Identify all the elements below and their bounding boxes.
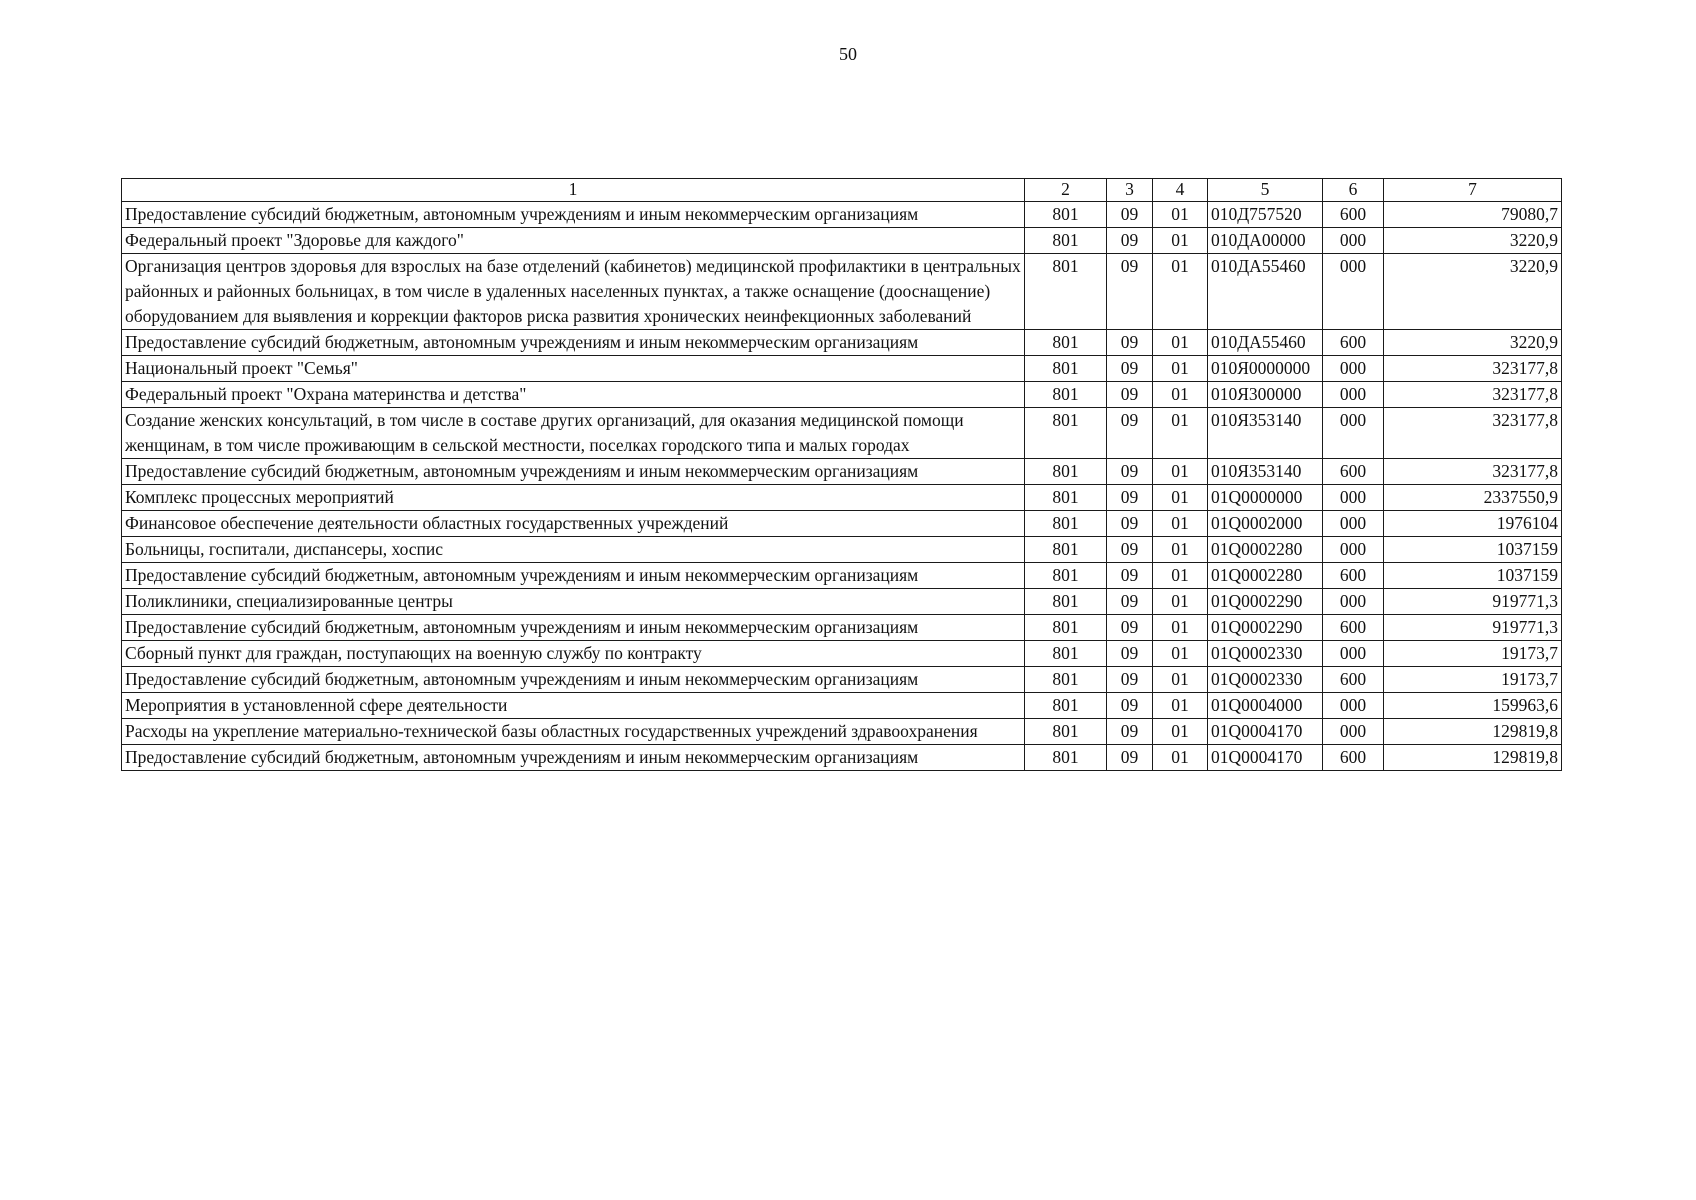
section-cell: 09 [1107,356,1153,382]
row-name-cell: Поликлиники, специализированные центры [122,589,1025,615]
target-item-cell: 010Я0000000 [1208,356,1323,382]
subsection-cell: 01 [1153,511,1208,537]
expense-type-cell: 000 [1323,589,1384,615]
target-item-cell: 01Q0002330 [1208,641,1323,667]
expense-type-cell: 000 [1323,693,1384,719]
subsection-cell: 01 [1153,641,1208,667]
ministry-code-cell: 801 [1025,693,1107,719]
amount-cell: 79080,7 [1384,202,1562,228]
table-row [122,485,1562,511]
table-row [122,537,1562,563]
column-header: 2 [1025,179,1107,202]
table-row [122,745,1562,771]
section-cell: 09 [1107,408,1153,459]
expense-type-cell: 600 [1323,745,1384,771]
expense-type-cell: 600 [1323,563,1384,589]
target-item-cell: 01Q0002280 [1208,563,1323,589]
ministry-code-cell: 801 [1025,537,1107,563]
ministry-code-cell: 801 [1025,356,1107,382]
subsection-cell: 01 [1153,719,1208,745]
subsection-cell: 01 [1153,459,1208,485]
target-item-cell: 01Q0002280 [1208,537,1323,563]
column-header: 4 [1153,179,1208,202]
row-name-cell: Организация центров здоровья для взрослых на базе отделений (кабинетов) медицинской профилактики в центральных районных и районных больницах, в том числе в удаленных населенных пунктах, а также оснащение (дооснащение) оборудованием для выявления и коррекции факторов риска развития хронических неинфекционных заболеваний [122,254,1025,330]
amount-cell: 323177,8 [1384,459,1562,485]
subsection-cell: 01 [1153,615,1208,641]
amount-cell: 3220,9 [1384,330,1562,356]
page-number: 50 [839,44,857,64]
section-cell: 09 [1107,382,1153,408]
subsection-cell: 01 [1153,563,1208,589]
expense-type-cell: 600 [1323,615,1384,641]
section-cell: 09 [1107,641,1153,667]
section-cell: 09 [1107,254,1153,330]
subsection-cell: 01 [1153,382,1208,408]
target-item-cell: 010Я300000 [1208,382,1323,408]
row-name-cell: Больницы, госпитали, диспансеры, хоспис [122,537,1025,563]
ministry-code-cell: 801 [1025,202,1107,228]
budget-table [121,178,1562,771]
ministry-code-cell: 801 [1025,641,1107,667]
row-name-cell: Федеральный проект "Охрана материнства и детства" [122,382,1025,408]
amount-cell: 159963,6 [1384,693,1562,719]
table-row [122,589,1562,615]
column-header: 5 [1208,179,1323,202]
ministry-code-cell: 801 [1025,459,1107,485]
column-header: 7 [1384,179,1562,202]
expense-type-cell: 600 [1323,330,1384,356]
table-row [122,459,1562,485]
subsection-cell: 01 [1153,693,1208,719]
target-item-cell: 010ДА00000 [1208,228,1323,254]
amount-cell: 323177,8 [1384,408,1562,459]
ministry-code-cell: 801 [1025,745,1107,771]
section-cell: 09 [1107,485,1153,511]
table-row [122,382,1562,408]
amount-cell: 323177,8 [1384,382,1562,408]
section-cell: 09 [1107,330,1153,356]
subsection-cell: 01 [1153,330,1208,356]
ministry-code-cell: 801 [1025,615,1107,641]
amount-cell: 3220,9 [1384,254,1562,330]
target-item-cell: 01Q0004170 [1208,719,1323,745]
table-row [122,228,1562,254]
column-header: 6 [1323,179,1384,202]
column-header: 3 [1107,179,1153,202]
amount-cell: 323177,8 [1384,356,1562,382]
amount-cell: 129819,8 [1384,745,1562,771]
target-item-cell: 010Я353140 [1208,408,1323,459]
section-cell: 09 [1107,563,1153,589]
subsection-cell: 01 [1153,202,1208,228]
expense-type-cell: 000 [1323,537,1384,563]
subsection-cell: 01 [1153,485,1208,511]
table-body [122,202,1562,771]
expense-type-cell: 000 [1323,485,1384,511]
expense-type-cell: 000 [1323,254,1384,330]
row-name-cell: Предоставление субсидий бюджетным, автономным учреждениям и иным некоммерческим организациям [122,330,1025,356]
row-name-cell: Предоставление субсидий бюджетным, автономным учреждениям и иным некоммерческим организациям [122,459,1025,485]
amount-cell: 1037159 [1384,537,1562,563]
table-row [122,693,1562,719]
amount-cell: 919771,3 [1384,615,1562,641]
expense-type-cell: 000 [1323,641,1384,667]
table-row [122,563,1562,589]
amount-cell: 3220,9 [1384,228,1562,254]
header-row [122,179,1562,202]
target-item-cell: 01Q0002290 [1208,615,1323,641]
amount-cell: 1976104 [1384,511,1562,537]
row-name-cell: Предоставление субсидий бюджетным, автономным учреждениям и иным некоммерческим организациям [122,615,1025,641]
subsection-cell: 01 [1153,254,1208,330]
ministry-code-cell: 801 [1025,382,1107,408]
subsection-cell: 01 [1153,228,1208,254]
row-name-cell: Финансовое обеспечение деятельности областных государственных учреждений [122,511,1025,537]
ministry-code-cell: 801 [1025,254,1107,330]
section-cell: 09 [1107,667,1153,693]
row-name-cell: Мероприятия в установленной сфере деятельности [122,693,1025,719]
table-row [122,511,1562,537]
section-cell: 09 [1107,719,1153,745]
table-row [122,254,1562,330]
table-row [122,641,1562,667]
table-row [122,667,1562,693]
subsection-cell: 01 [1153,589,1208,615]
ministry-code-cell: 801 [1025,485,1107,511]
section-cell: 09 [1107,589,1153,615]
row-name-cell: Предоставление субсидий бюджетным, автономным учреждениям и иным некоммерческим организациям [122,202,1025,228]
table-row [122,356,1562,382]
amount-cell: 1037159 [1384,563,1562,589]
target-item-cell: 01Q0002000 [1208,511,1323,537]
expense-type-cell: 000 [1323,408,1384,459]
table-row [122,408,1562,459]
ministry-code-cell: 801 [1025,563,1107,589]
section-cell: 09 [1107,228,1153,254]
table-row [122,719,1562,745]
section-cell: 09 [1107,693,1153,719]
section-cell: 09 [1107,459,1153,485]
ministry-code-cell: 801 [1025,719,1107,745]
target-item-cell: 01Q0000000 [1208,485,1323,511]
ministry-code-cell: 801 [1025,330,1107,356]
target-item-cell: 010Я353140 [1208,459,1323,485]
expense-type-cell: 000 [1323,511,1384,537]
expense-type-cell: 600 [1323,202,1384,228]
target-item-cell: 01Q0004170 [1208,745,1323,771]
subsection-cell: 01 [1153,745,1208,771]
ministry-code-cell: 801 [1025,667,1107,693]
row-name-cell: Предоставление субсидий бюджетным, автономным учреждениям и иным некоммерческим организациям [122,667,1025,693]
row-name-cell: Предоставление субсидий бюджетным, автономным учреждениям и иным некоммерческим организациям [122,563,1025,589]
target-item-cell: 010Д757520 [1208,202,1323,228]
amount-cell: 919771,3 [1384,589,1562,615]
row-name-cell: Предоставление субсидий бюджетным, автономным учреждениям и иным некоммерческим организациям [122,745,1025,771]
amount-cell: 129819,8 [1384,719,1562,745]
table-row [122,615,1562,641]
amount-cell: 2337550,9 [1384,485,1562,511]
target-item-cell: 01Q0002330 [1208,667,1323,693]
row-name-cell: Национальный проект "Семья" [122,356,1025,382]
expense-type-cell: 000 [1323,719,1384,745]
target-item-cell: 010ДА55460 [1208,254,1323,330]
row-name-cell: Создание женских консультаций, в том числе в составе других организаций, для оказания медицинской помощи женщинам, в том числе проживающим в сельской местности, поселках городского типа и малых городах [122,408,1025,459]
expense-type-cell: 600 [1323,667,1384,693]
ministry-code-cell: 801 [1025,511,1107,537]
subsection-cell: 01 [1153,408,1208,459]
amount-cell: 19173,7 [1384,641,1562,667]
expense-type-cell: 000 [1323,356,1384,382]
section-cell: 09 [1107,511,1153,537]
target-item-cell: 01Q0002290 [1208,589,1323,615]
section-cell: 09 [1107,537,1153,563]
amount-cell: 19173,7 [1384,667,1562,693]
expense-type-cell: 000 [1323,228,1384,254]
section-cell: 09 [1107,745,1153,771]
ministry-code-cell: 801 [1025,589,1107,615]
target-item-cell: 010ДА55460 [1208,330,1323,356]
expense-type-cell: 600 [1323,459,1384,485]
target-item-cell: 01Q0004000 [1208,693,1323,719]
section-cell: 09 [1107,202,1153,228]
column-header: 1 [122,179,1025,202]
ministry-code-cell: 801 [1025,408,1107,459]
row-name-cell: Комплекс процессных мероприятий [122,485,1025,511]
row-name-cell: Расходы на укрепление материально-технической базы областных государственных учреждений здравоохранения [122,719,1025,745]
table-row [122,330,1562,356]
expense-type-cell: 000 [1323,382,1384,408]
row-name-cell: Сборный пункт для граждан, поступающих на военную службу по контракту [122,641,1025,667]
ministry-code-cell: 801 [1025,228,1107,254]
subsection-cell: 01 [1153,667,1208,693]
section-cell: 09 [1107,615,1153,641]
subsection-cell: 01 [1153,537,1208,563]
table-row [122,202,1562,228]
subsection-cell: 01 [1153,356,1208,382]
row-name-cell: Федеральный проект "Здоровье для каждого" [122,228,1025,254]
